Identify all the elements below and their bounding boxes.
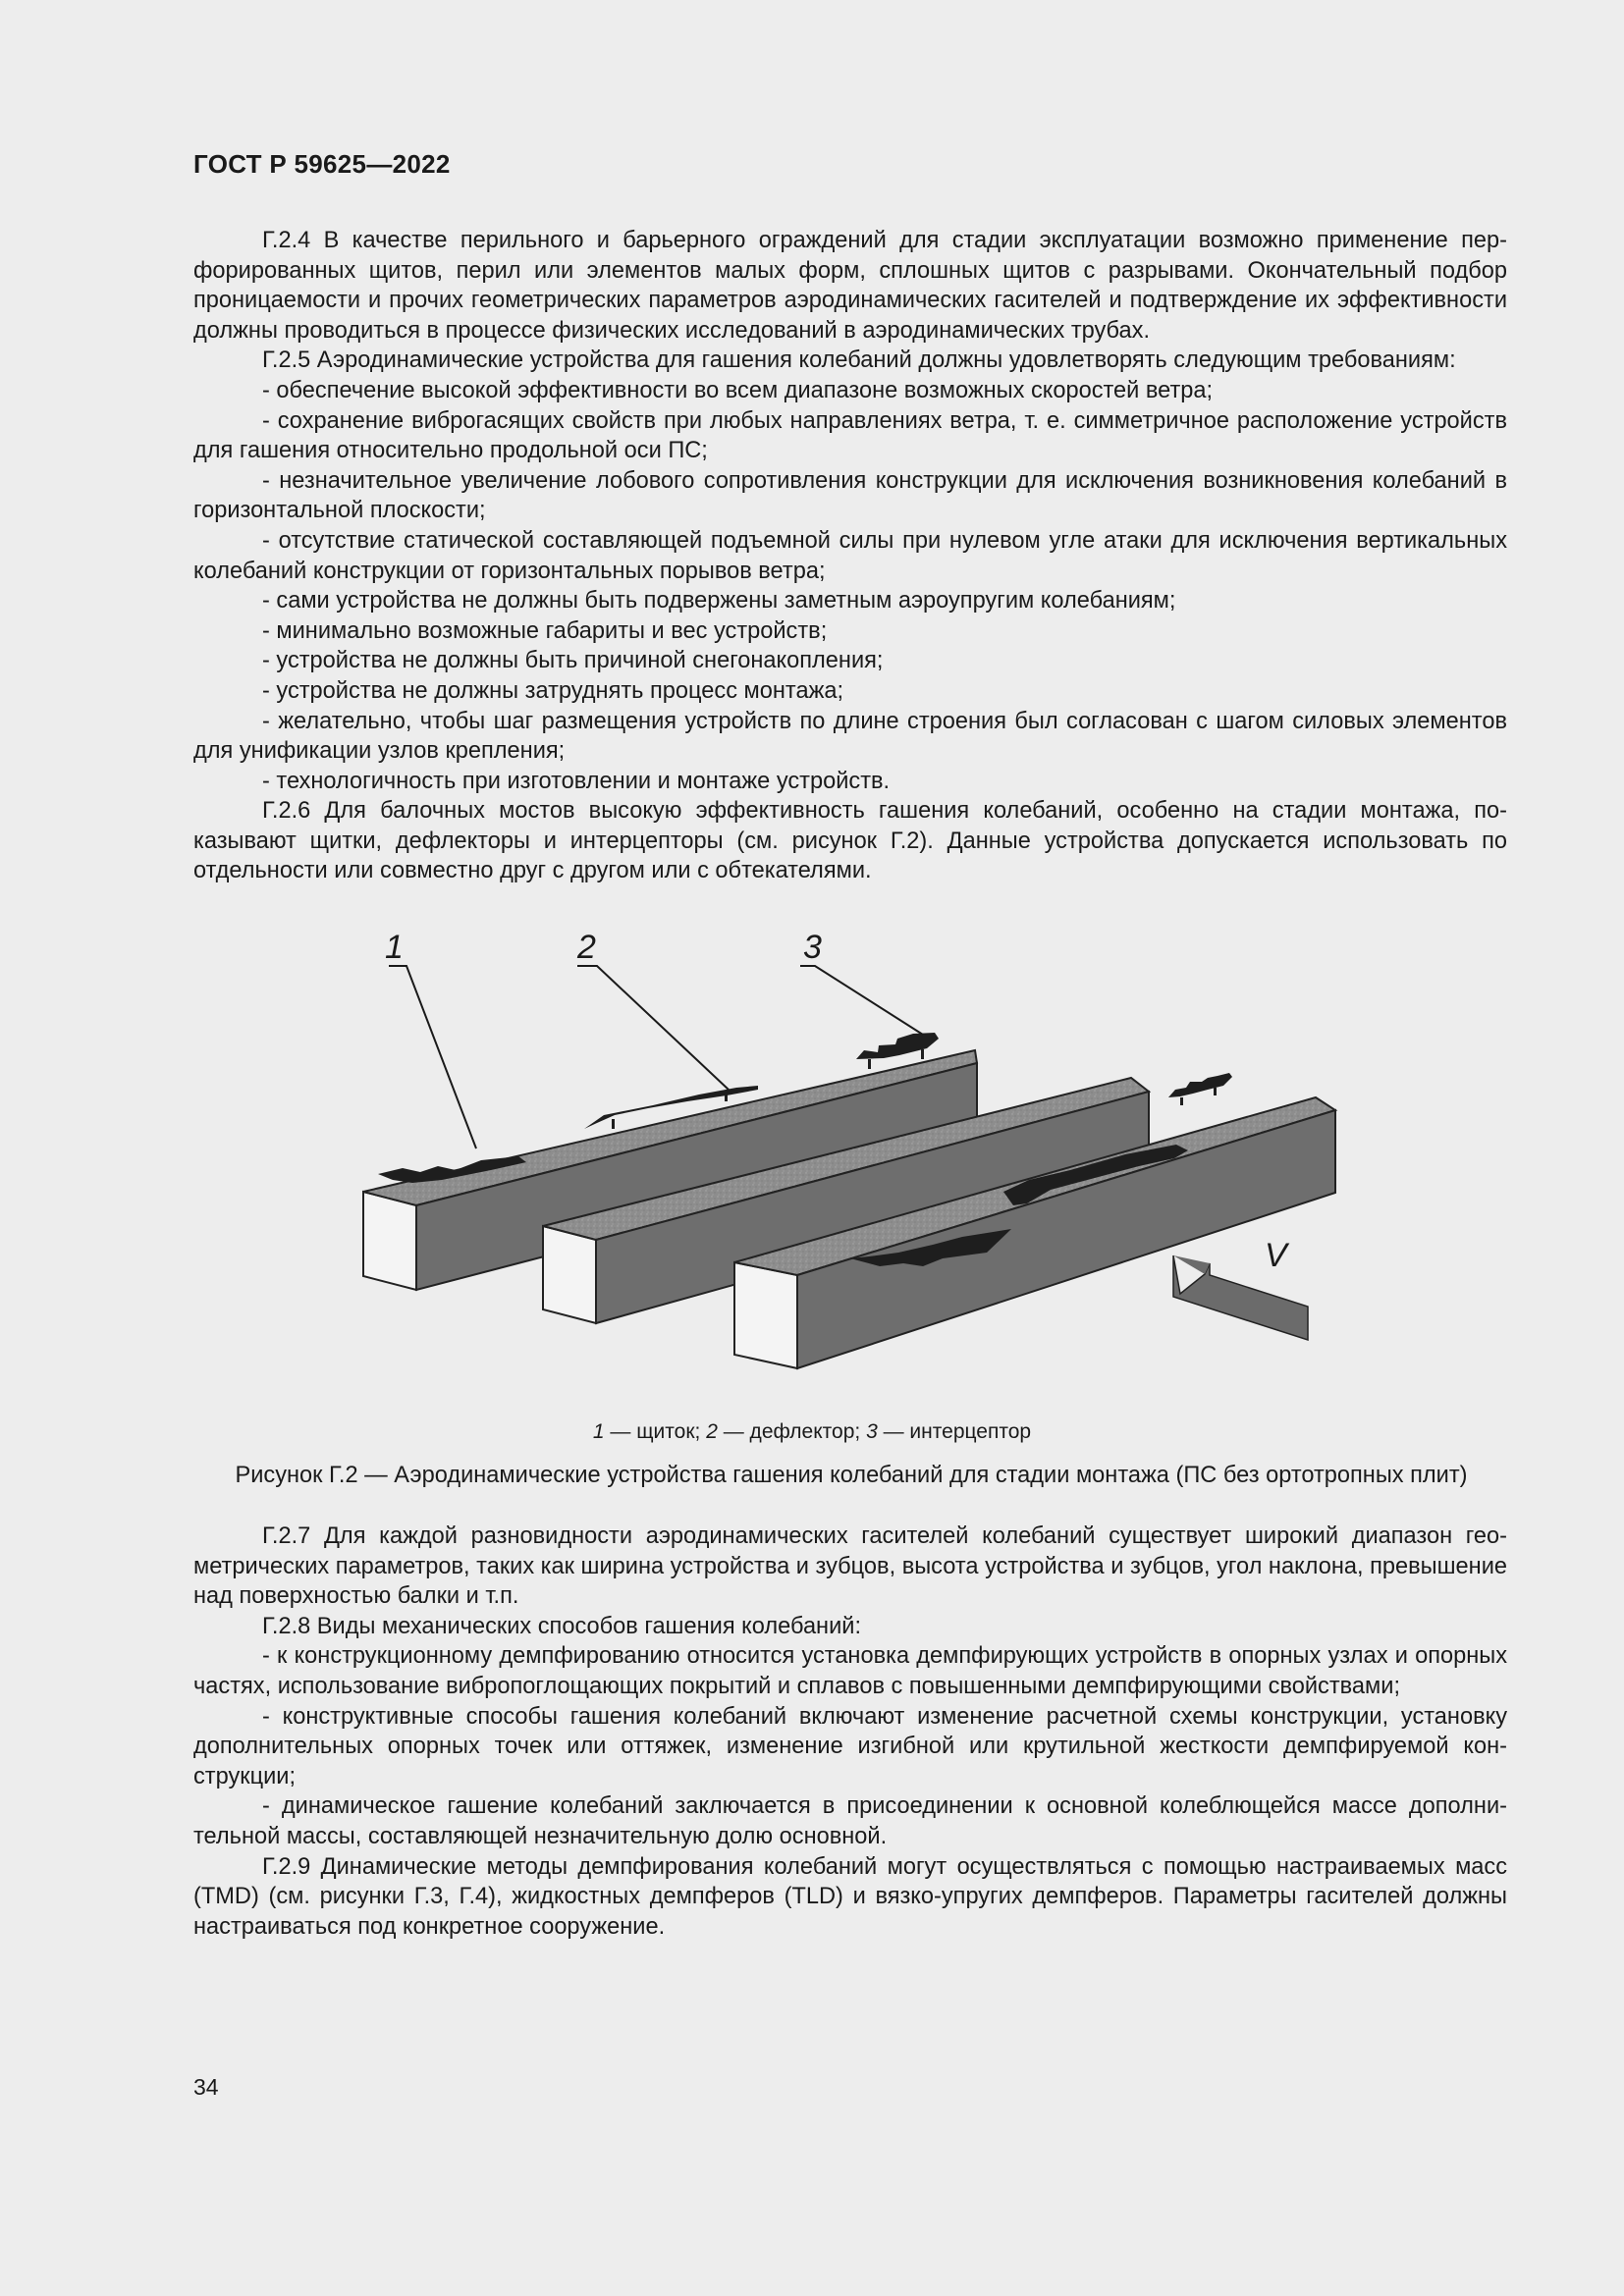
- document-header: ГОСТ Р 59625—2022: [193, 149, 451, 179]
- list-item: - к конструкционному демпфированию относится установка демпфирующих устройств в опорных узлах и опорных частях, использование вибропоглощающих покрытий и сплавов с повышенными демпфирующими свойствами;: [193, 1643, 1507, 1699]
- list-item: - устройства не должны затруднять процесс монтажа;: [262, 677, 844, 704]
- paragraph-g26: Г.2.6 Для балочных мостов высокую эффективность гашения колебаний, особенно на стадии монтажа, показывают щитки, дефлекторы и интерцепторы (см. рисунок Г.2). Данные устройства допускается использовать по отдельности или совместно друг с другом или с обтекателями.: [193, 798, 1507, 884]
- list-item: - отсутствие статической составляющей подъемной силы при нулевом угле атаки для исключения вертикальных колебаний конструкции от горизонтальных порывов ветра;: [193, 527, 1507, 584]
- list-item: - обеспечение высокой эффективности во всем диапазоне возможных скоростей ветра;: [262, 377, 1214, 403]
- list-item: - сами устройства не должны быть подвержены заметным аэроупругим колебаниям;: [262, 588, 1176, 614]
- list-item: - динамическое гашение колебаний заключается в присоединении к основной колеблющейся массе дополнительной массы, составляющей незначительную долю основной.: [193, 1793, 1507, 1849]
- paragraph-g29: Г.2.9 Динамические методы демпфирования колебаний могут осуществляться с помощью настраиваемых масс (TMD) (см. рисунки Г.3, Г.4), жидкостных демпферов (TLD) и вязко-упругих демпферов. Параметры гасителей должны настраиваться под конкретное сооружение.: [193, 1853, 1507, 1940]
- legend-num-2: 2: [706, 1420, 718, 1443]
- page-number: 34: [193, 2074, 219, 2100]
- wind-label: V: [1265, 1237, 1287, 1274]
- callout-1: 1: [385, 929, 404, 966]
- figure-g2: [334, 913, 1355, 1384]
- wind-arrow-icon: [1173, 1255, 1308, 1340]
- paragraph-g28: Г.2.8 Виды механических способов гашения колебаний:: [262, 1613, 862, 1639]
- callout-2: 2: [577, 929, 596, 966]
- text-block-upper: [193, 226, 1507, 886]
- interceptor-device-beam3: [1168, 1073, 1232, 1105]
- legend-num-3: 3: [866, 1420, 878, 1443]
- list-item: - устройства не должны быть причиной снегонакопления;: [262, 648, 884, 674]
- list-item: - технологичность при изготовлении и монтаже устройств.: [262, 768, 891, 794]
- figure-legend: [0, 1420, 1624, 1444]
- legend-text-2: — дефлектор;: [717, 1420, 867, 1443]
- legend-text-1: — щиток;: [604, 1420, 707, 1443]
- list-item: - сохранение виброгасящих свойств при любых направлениях ветра, т. е. симметричное расположение устройств для гашения относительно продольной оси ПС;: [193, 407, 1507, 464]
- list-item: - конструктивные способы гашения колебаний включают изменение расчетной схемы конструкции, установку дополнительных опорных точек или оттяжек, изменение изгибной или крутильной жесткости демпфируемой конструкции;: [193, 1703, 1507, 1789]
- legend-num-1: 1: [592, 1420, 605, 1443]
- list-item: - незначительное увеличение лобового сопротивления конструкции для исключения возникновения колебаний в горизонтальной плоскости;: [193, 467, 1507, 524]
- paragraph-g27: Г.2.7 Для каждой разновидности аэродинамических гасителей колебаний существует широкий диапазон геометрических параметров, таких как ширина устройства и зубцов, высота устройства и зубцов, угол наклона, превышение над поверхностью балки и т.п.: [193, 1523, 1507, 1610]
- paragraph-g25: Г.2.5 Аэродинамические устройства для гашения колебаний должны удовлетворять следующим требованиям:: [262, 347, 1456, 374]
- figure-caption: Рисунок Г.2 — Аэродинамические устройства гашения колебаний для стадии монтажа (ПС без ортотропных плит): [235, 1463, 1468, 1488]
- list-item: - желательно, чтобы шаг размещения устройств по длине строения был согласован с шагом силовых элементов для унификации узлов крепления;: [193, 708, 1507, 765]
- paragraph-g24: Г.2.4 В качестве перильного и барьерного ограждений для стадии эксплуатации возможно применение перфорированных щитов, перил или элементов малых форм, сплошных щитов с разрывами. Окончательный подбор проницаемости и прочих геометрических параметров аэродинамических гасителей и подтверждение их эффективности должны проводиться в процессе физических исследований в аэродинамических трубах.: [193, 228, 1507, 344]
- beams-illustration: [334, 913, 1355, 1384]
- legend-text-3: — интерцептор: [877, 1420, 1032, 1443]
- list-item: - минимально возможные габариты и вес устройств;: [262, 617, 828, 644]
- callout-3: 3: [803, 929, 822, 966]
- text-block-lower: [193, 1522, 1507, 1942]
